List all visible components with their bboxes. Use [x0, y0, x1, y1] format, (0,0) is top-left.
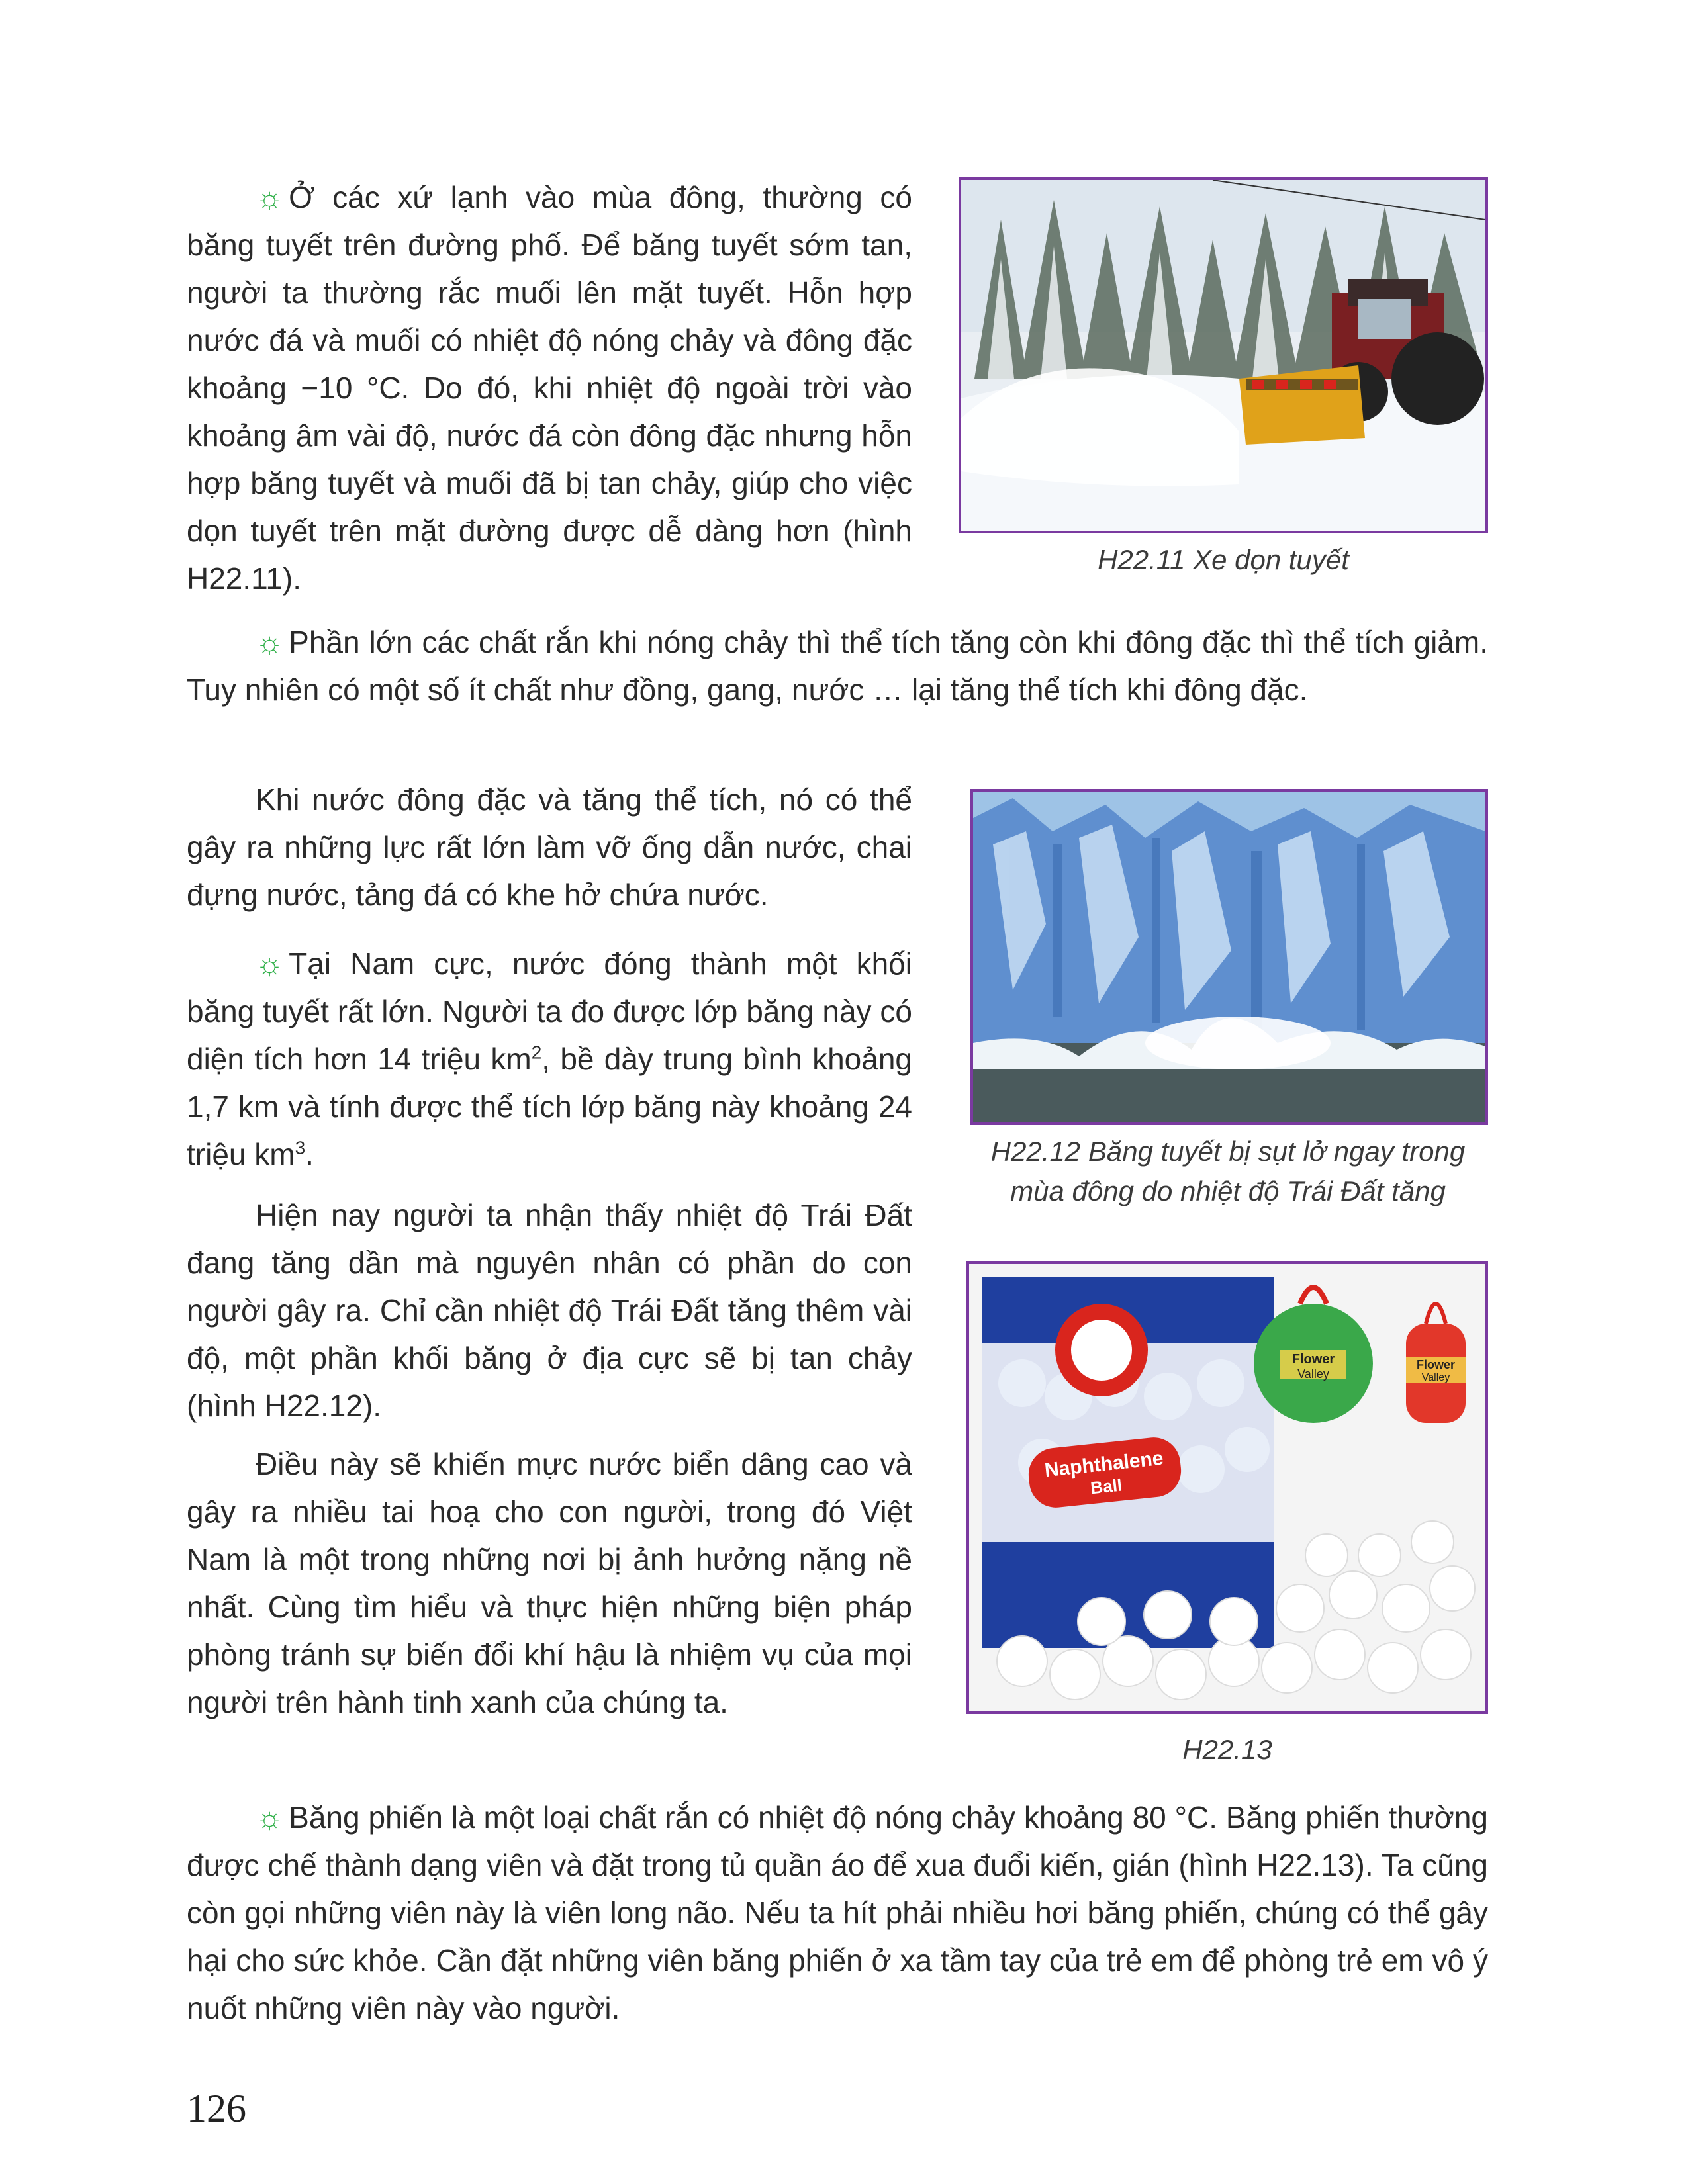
- figure-snowplow: [959, 177, 1488, 533]
- paragraph-naphthalene: ☼ Băng phiến là một loại chất rắn có nhiệt độ nóng chảy khoảng 80 °C. Băng phiến thường được chế thành dạng viên và đặt trong tủ quần áo để xua đuổi kiến, gián (hình H22.13). Ta cũng còn gọi những viên này là viên long não. Nếu ta hít phải nhiều hơi băng phiến, chúng có thể gây hại cho sức khỏe. Cần đặt những viên băng phiến ở xa tầm tay của trẻ em để phòng trẻ em vô ý nuốt những viên này vào người.: [187, 1800, 1488, 2025]
- superscript-3: 3: [295, 1137, 306, 1158]
- sun-bullet-icon: ☼: [256, 1800, 284, 1835]
- paragraph-global-warming: Hiện nay người ta nhận thấy nhiệt độ Trái Đất đang tăng dần mà nguyên nhân có phần do con người gây ra. Chỉ cần nhiệt độ Trái Đất tăng thêm vài độ, một phần khối băng ở địa cực sẽ bị tan chảy (hình H22.12).: [187, 1198, 912, 1423]
- caption-h22-13: H22.13: [1182, 1734, 1272, 1765]
- caption-h22-11: H22.11 Xe dọn tuyết: [1098, 544, 1349, 575]
- valley-label-1: Valley: [1297, 1367, 1329, 1381]
- ball-label: Ball: [1089, 1475, 1123, 1498]
- figure-glacier: [970, 789, 1488, 1125]
- caption-h22-12-line2: mùa đông do nhiệt độ Trái Đất tăng: [1010, 1175, 1446, 1206]
- sun-bullet-icon: ☼: [256, 180, 284, 214]
- paragraph-antarctic: ☼ Tại Nam cực, nước đóng thành một khối băng tuyết rất lớn. Người ta đo được lớp băng này có diện tích hơn 14 triệu $km^2$, bề dày trung bình khoảng 1,7 km và tính được thể tích lớp băng này khoảng 24 triệu $km^3$.: [187, 946, 912, 1171]
- page-number: 126: [187, 2087, 246, 2130]
- figure-mothballs: [966, 1261, 1488, 1714]
- mothballs-image: [969, 1264, 1485, 1711]
- glacier-image: [973, 792, 1485, 1122]
- naphthalene-label: Naphthalene: [1043, 1447, 1164, 1482]
- snowplow-image: [961, 180, 1485, 531]
- valley-label-2: Valley: [1421, 1372, 1450, 1383]
- sun-bullet-icon: ☼: [256, 625, 284, 659]
- paragraph-sea-level: Điều này sẽ khiến mực nước biển dâng cao và gây ra nhiều tai hoạ cho con người, trong đó Việt Nam là một trong những nơi bị ảnh hưởng nặng nề nhất. Cùng tìm hiểu và thực hiện những biện pháp phòng tránh sự biến đổi khí hậu là nhiệm vụ của mọi người trên hành tinh xanh của chúng ta.: [187, 1447, 912, 1719]
- flower-label-1: Flower: [1291, 1352, 1335, 1367]
- superscript-2: 2: [531, 1042, 542, 1063]
- sun-bullet-icon: ☼: [256, 946, 284, 981]
- paragraph-snow-salt: ☼ Ở các xứ lạnh vào mùa đông, thường có băng tuyết trên đường phố. Để băng tuyết sớm tan, người ta thường rắc muối lên mặt tuyết. Hỗn hợp nước đá và muối có nhiệt độ nóng chảy và đông đặc khoảng −10 °C. Do đó, khi nhiệt độ ngoài trời vào khoảng âm vài độ, nước đá còn đông đặc nhưng hỗn hợp băng tuyết và muối đã bị tan chảy, giúp cho việc dọn tuyết trên mặt đường được dễ dàng hơn (hình H22.11).: [187, 180, 912, 596]
- caption-h22-12-line1: H22.12 Băng tuyết bị sụt lở ngay trong: [990, 1136, 1466, 1167]
- paragraph-volume-change: ☼ Phần lớn các chất rắn khi nóng chảy thì thể tích tăng còn khi đông đặc thì thể tích giảm. Tuy nhiên có một số ít chất như đồng, gang, nước … lại tăng thể tích khi đông đặc.: [187, 625, 1488, 707]
- paragraph-ice-force: Khi nước đông đặc và tăng thể tích, nó có thể gây ra những lực rất lớn làm vỡ ống dẫn nước, chai đựng nước, tảng đá có khe hở chứa nước.: [187, 782, 912, 912]
- flower-label-2: Flower: [1416, 1358, 1456, 1371]
- caption-h22-12: [947, 1132, 1509, 1211]
